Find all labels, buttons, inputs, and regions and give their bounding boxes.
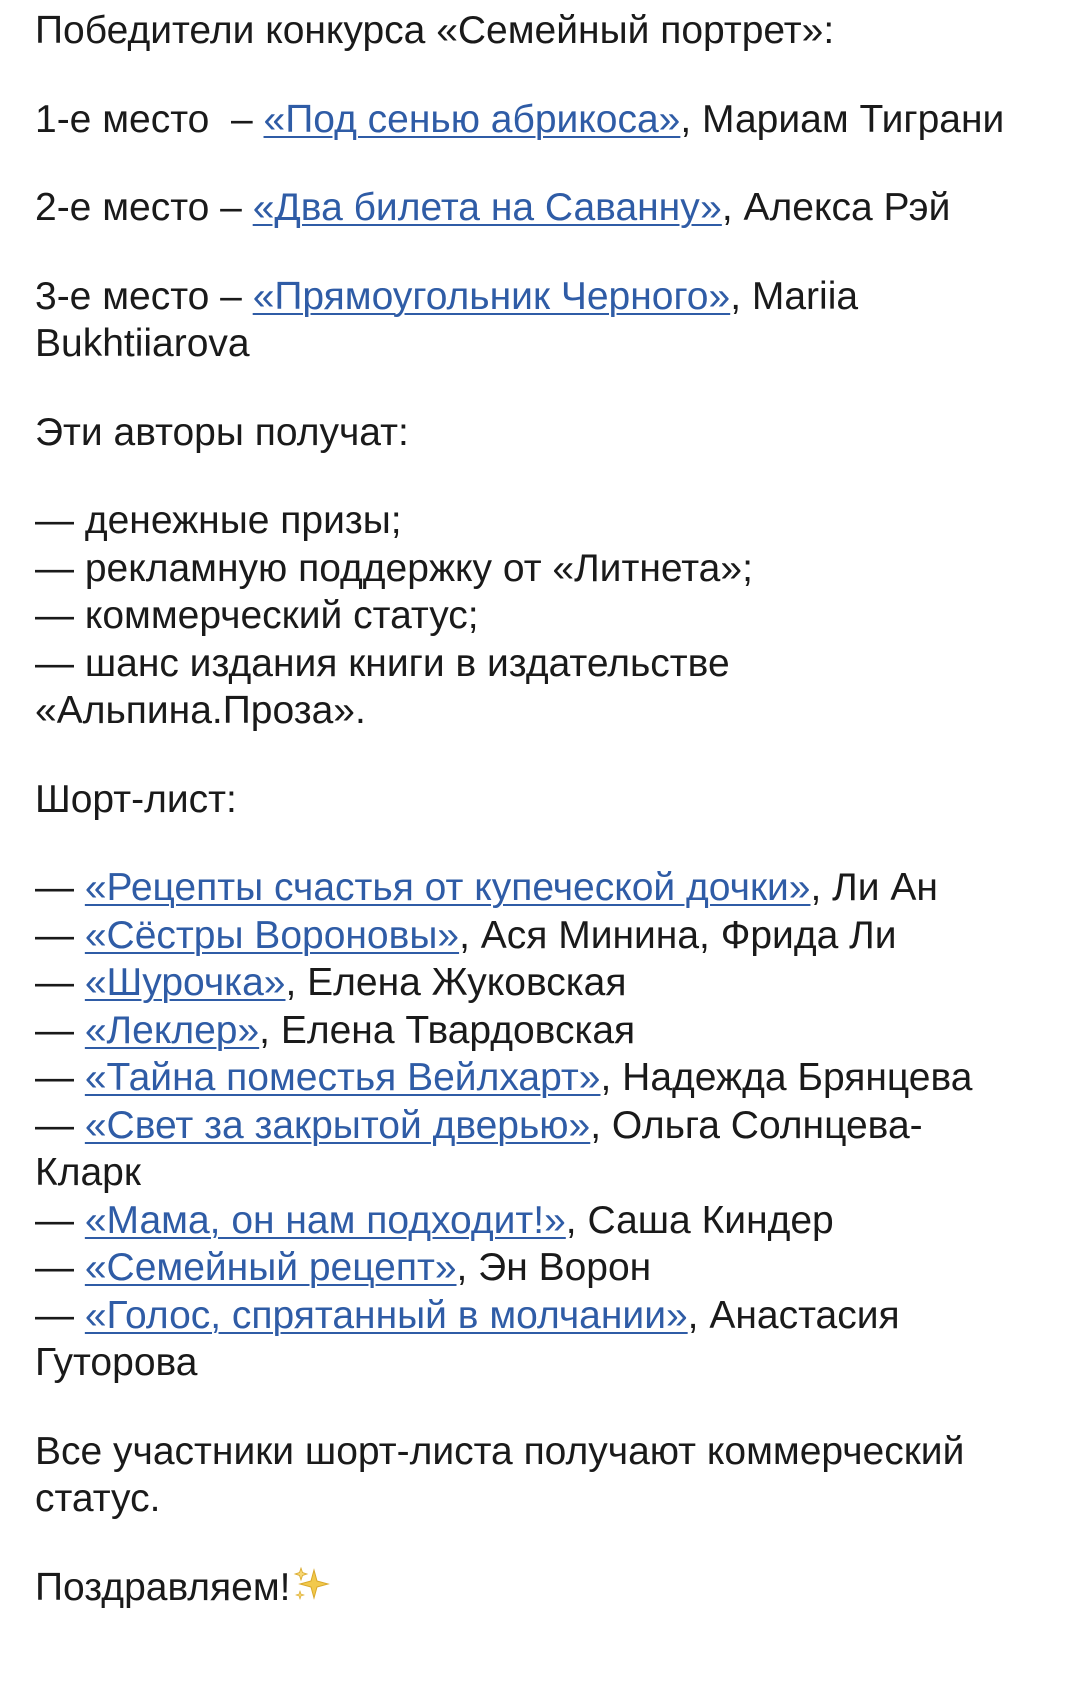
winner-2 bbox=[35, 184, 1020, 232]
shortlist-item: — «Рецепты счастья от купеческой дочки», Ли Ан bbox=[35, 866, 938, 909]
shortlist-title-link[interactable]: «Семейный рецепт» bbox=[84, 1246, 457, 1289]
shortlist-author: , Елена Твардовская bbox=[259, 1008, 636, 1052]
shortlist-item: — «Семейный рецепт», Эн Ворон bbox=[35, 1246, 652, 1289]
shortlist-title-link[interactable]: «Голос, спрятанный в молчании» bbox=[84, 1293, 688, 1337]
winner-1-place: 1-е место – bbox=[35, 97, 264, 141]
shortlist-title-link[interactable]: «Мама, он нам подходит!» bbox=[84, 1198, 566, 1242]
winner-3 bbox=[35, 273, 1020, 368]
shortlist-author: , Елена Жуковская bbox=[285, 961, 627, 1004]
shortlist-item: — «Сёстры Вороновы», Ася Минина, Фрида Ли bbox=[35, 913, 897, 957]
shortlist-author: , Анастасия Гуторова bbox=[35, 1293, 900, 1384]
winner-1 bbox=[35, 96, 1020, 144]
prize-item: — шанс издания книги в издательстве «Альпина.Проза». bbox=[35, 641, 730, 732]
shortlist-note: Все участники шорт-листа получают коммерческий статус. bbox=[35, 1429, 965, 1520]
shortlist-author: , Надежда Брянцева bbox=[600, 1056, 973, 1099]
winner-3-title-link[interactable]: «Прямоугольник Черного» bbox=[252, 274, 731, 318]
prize-item: — денежные призы; bbox=[35, 499, 402, 542]
shortlist-heading: Шорт-лист: bbox=[35, 777, 237, 821]
shortlist-author: , Эн Ворон bbox=[456, 1246, 652, 1289]
shortlist-item: — «Мама, он нам подходит!», Саша Киндер bbox=[35, 1198, 834, 1242]
shortlist-author: , Ася Минина, Фрида Ли bbox=[459, 913, 897, 957]
shortlist-item: — «Тайна поместья Вейлхарт», Надежда Брянцева bbox=[35, 1056, 973, 1099]
winner-1-title-link[interactable]: «Под сенью абрикоса» bbox=[263, 97, 681, 141]
shortlist-author: , Саша Киндер bbox=[565, 1198, 834, 1242]
shortlist-author: , Ли Ан bbox=[810, 866, 938, 909]
congrats-text: Поздравляем! bbox=[35, 1565, 291, 1609]
winner-3-place: 3-е место – bbox=[35, 274, 253, 318]
shortlist-item: — «Свет за закрытой дверью», Ольга Солнцева-Кларк bbox=[35, 1103, 923, 1194]
congrats-line bbox=[35, 1564, 1020, 1612]
shortlist-item: — «Шурочка», Елена Жуковская bbox=[35, 961, 627, 1004]
shortlist-author: , Ольга Солнцева-Кларк bbox=[35, 1103, 923, 1194]
prize-item: — рекламную поддержку от «Литнета»; bbox=[35, 546, 753, 590]
winner-3-author: , Mariia Bukhtiiarova bbox=[35, 274, 859, 365]
winners-heading: Победители конкурса «Семейный портрет»: bbox=[35, 9, 835, 52]
prize-item: — коммерческий статус; bbox=[35, 594, 479, 637]
sparkles-icon bbox=[292, 1564, 332, 1604]
shortlist-item: — «Голос, спрятанный в молчании», Анастасия Гуторова bbox=[35, 1293, 900, 1384]
shortlist-title-link[interactable]: «Свет за закрытой дверью» bbox=[84, 1103, 591, 1147]
winner-2-title-link[interactable]: «Два билета на Саванну» bbox=[252, 186, 722, 229]
prizes-heading: Эти авторы получат: bbox=[35, 410, 409, 454]
shortlist-item: — «Леклер», Елена Твардовская bbox=[35, 1008, 636, 1052]
shortlist-title-link[interactable]: «Сёстры Вороновы» bbox=[84, 913, 460, 957]
winner-2-place: 2-е место – bbox=[35, 186, 253, 229]
shortlist-title-link[interactable]: «Леклер» bbox=[84, 1008, 260, 1052]
winner-2-author: , Алекса Рэй bbox=[721, 186, 951, 229]
shortlist-title-link[interactable]: «Рецепты счастья от купеческой дочки» bbox=[84, 866, 811, 909]
winner-1-author: , Мариам Тиграни bbox=[680, 97, 1005, 141]
shortlist-title-link[interactable]: «Шурочка» bbox=[84, 961, 286, 1004]
shortlist-title-link[interactable]: «Тайна поместья Вейлхарт» bbox=[84, 1056, 601, 1099]
